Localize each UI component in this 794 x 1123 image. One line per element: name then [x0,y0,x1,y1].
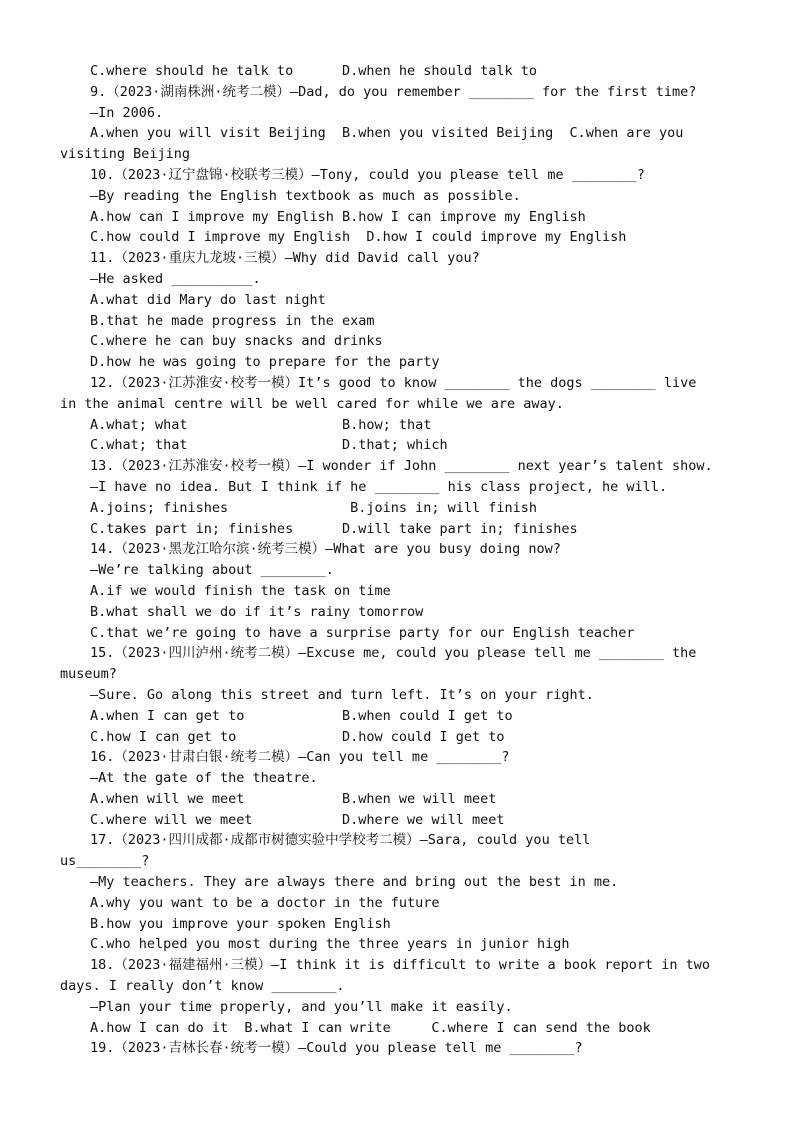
text-line: 16.（2023·甘肃白银·统考二模）—Can you tell me ________? [90,749,510,766]
text-line: —In 2006. [90,104,164,121]
text-line: 11.（2023·重庆九龙坡·三模）—Why did David call you? [90,250,480,267]
text-line: C.how could I improve my English D.how I could improve my English [90,229,627,246]
text-line: 12.（2023·江苏淮安·校考一模）It’s good to know ________ the dogs ________ live [90,374,697,391]
text-line: —I have no idea. But I think if he ________ his class project, he will. [90,478,668,495]
text-line: A.what did Mary do last night [90,291,326,308]
text-line: us________? [60,853,150,870]
text-line: 18.（2023·福建福州·三模）—I think it is difficult to write a book report in two [90,957,711,974]
text-line: D.how he was going to prepare for the party [90,354,440,371]
text-line: B.how you improve your spoken English [90,915,391,932]
text-line: A.if we would finish the task on time [90,582,391,599]
text-line: C.where he can buy snacks and drinks [90,333,383,350]
text-line: 10.（2023·辽宁盘锦·校联考三模）—Tony, could you please tell me ________? [90,166,645,183]
text-line: 13.（2023·江苏淮安·校考一模）—I wonder if John ________ next year’s talent show. [90,458,713,475]
text-line: in the animal centre will be well cared for while we are away. [60,395,564,412]
document-page [60,61,740,1059]
text-line: —My teachers. They are always there and bring out the best in me. [90,874,619,891]
text-line: 19.（2023·吉林长春·统考一模）—Could you please tell me ________? [90,1040,583,1057]
text-line: A.why you want to be a doctor in the future [90,894,440,911]
text-line: museum? [60,666,117,683]
text-line: B.what shall we do if it’s rainy tomorrow [90,603,424,620]
text-line: B.that he made progress in the exam [90,312,375,329]
text-line: C.what; that D.that; which [90,437,448,454]
text-line: A.what; what B.how; that [90,416,432,433]
text-line: 15.（2023·四川泸州·统考二模）—Excuse me, could you please tell me ________ the [90,645,697,662]
text-line: C.takes part in; finishes D.will take part in; finishes [90,520,578,537]
text-line: A.how I can do it B.what I can write C.where I can send the book [90,1019,651,1036]
text-line: —Plan your time properly, and you’ll make it easily. [90,998,513,1015]
text-line: A.when you will visit Beijing B.when you visited Beijing C.when are you [90,125,684,142]
text-line: 14.（2023·黑龙江哈尔滨·统考三模）—What are you busy doing now? [90,541,561,558]
text-line: 17.（2023·四川成都·成都市树德实验中学校考二模）—Sara, could you tell [90,832,591,849]
text-line: C.where will we meet D.where we will meet [90,811,505,828]
text-line: C.how I can get to D.how could I get to [90,728,505,745]
text-line: A.when will we meet B.when we will meet [90,790,497,807]
text-line: —At the gate of the theatre. [90,770,318,787]
text-line: visiting Beijing [60,146,191,163]
text-line: —By reading the English textbook as much as possible. [90,187,521,204]
text-line: C.where should he talk to D.when he should talk to [90,63,538,79]
text-line: days. I really don’t know ________. [60,978,345,995]
text-line: A.how can I improve my English B.how I can improve my English [90,208,586,225]
text-line: —Sure. Go along this street and turn left. It’s on your right. [90,686,594,703]
text-line: A.when I can get to B.when could I get to [90,707,513,724]
text-line: C.that we’re going to have a surprise party for our English teacher [90,624,635,641]
text-line: C.who helped you most during the three years in junior high [90,936,570,953]
text-line: —He asked __________. [90,270,261,287]
text-line: A.joins; finishes B.joins in; will finish [90,499,538,516]
text-line: —We’re talking about ________. [90,562,334,579]
text-line: 9.（2023·湖南株洲·统考二模）—Dad, do you remember ________ for the first time? [90,83,697,100]
